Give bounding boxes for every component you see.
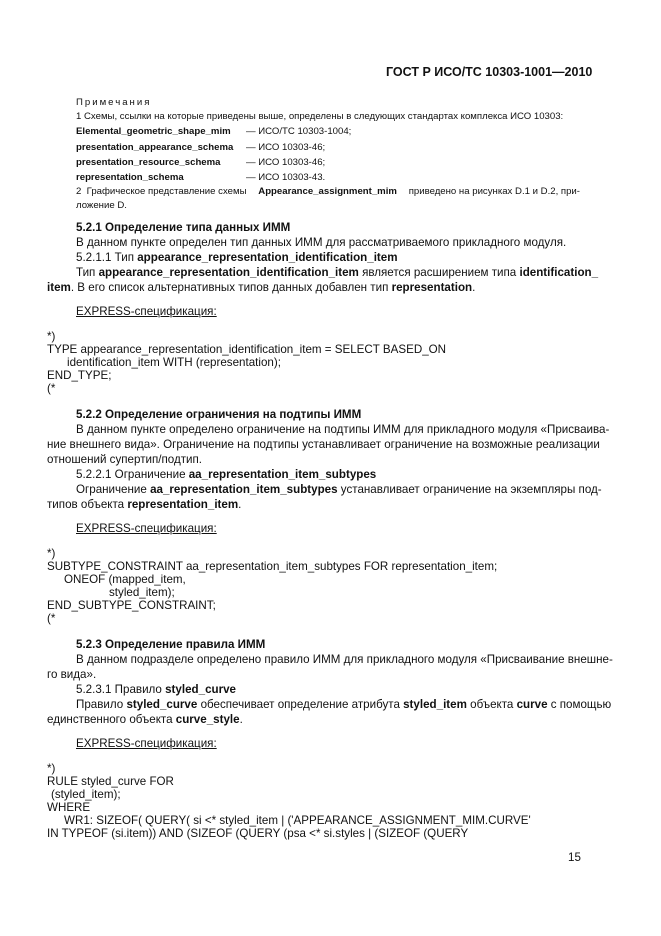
text-run: объекта bbox=[466, 698, 517, 711]
schema-name: representation_schema bbox=[76, 172, 184, 183]
code-line: (* bbox=[47, 612, 56, 625]
section-5-2-2-text-line-2 bbox=[47, 498, 241, 511]
subsection-prefix: 5.2.2.1 Ограничение bbox=[76, 468, 189, 481]
subsection-5-2-1-1-heading bbox=[76, 251, 398, 264]
text-run: единственного объекта bbox=[47, 713, 176, 726]
text-run: Ограничение bbox=[76, 483, 151, 496]
type-term: appearance_representation_identification_item bbox=[98, 266, 359, 279]
text-run: устанавливает ограничение на экземпляры под- bbox=[337, 483, 602, 496]
attribute-term: styled_item bbox=[403, 698, 467, 711]
text-run: обеспечивает определение атрибута bbox=[197, 698, 404, 711]
text-run: Тип bbox=[76, 266, 99, 279]
express-spec-label: EXPRESS-спецификация: bbox=[76, 737, 217, 750]
code-line: WR1: SIZEOF( QUERY( si <* styled_item | ('APPEARANCE_ASSIGNMENT_MIM.CURVE' bbox=[64, 814, 531, 827]
code-line: ONEOF (mapped_item, bbox=[64, 573, 186, 586]
schema-name: Elemental_geometric_shape_mim bbox=[76, 126, 231, 137]
text-run: с помощью bbox=[547, 698, 612, 711]
section-5-2-3-text-line-2 bbox=[47, 713, 243, 726]
entity-term: curve_style bbox=[175, 713, 240, 726]
schema-name: presentation_appearance_schema bbox=[76, 142, 234, 153]
text-run: типов объекта bbox=[47, 498, 128, 511]
section-5-2-3-paragraph-line-1: В данном подразделе определено правило ИММ для прикладного модуля «Присваивание внешне- bbox=[76, 653, 613, 666]
schema-ref: — ИСО 10303-46; bbox=[246, 142, 326, 153]
code-line: identification_item WITH (representation); bbox=[67, 356, 281, 369]
schema-ref: — ИСО 10303-43. bbox=[246, 172, 326, 183]
schema-name: presentation_resource_schema bbox=[76, 157, 221, 168]
note-2-schema: Appearance_assignment_mim bbox=[258, 186, 397, 197]
section-5-2-2-paragraph-line-2: ние внешнего вида». Ограничение на подтипы устанавливает ограничение на возможные реализации bbox=[47, 438, 600, 451]
code-line: *) bbox=[47, 547, 56, 560]
section-5-2-1-paragraph: В данном пункте определен тип данных ИММ для рассматриваемого прикладного модуля. bbox=[76, 236, 567, 249]
type-term: representation bbox=[391, 281, 473, 294]
note-2-suffix: приведено на рисунках D.1 и D.2, при- bbox=[406, 186, 580, 197]
section-5-2-2-text-line-1 bbox=[76, 483, 602, 496]
text-run: . В его список альтернативных типов данных добавлен тип bbox=[70, 281, 392, 294]
code-line: (* bbox=[47, 382, 56, 395]
page-number: 15 bbox=[568, 851, 581, 864]
subsection-term: appearance_representation_identification_item bbox=[137, 251, 398, 264]
text-run: . bbox=[472, 281, 476, 294]
code-line: (styled_item); bbox=[51, 788, 121, 801]
note-2-prefix: 2 Графическое представление схемы bbox=[76, 186, 250, 197]
subsection-5-2-2-1-heading bbox=[76, 468, 376, 481]
schema-ref: — ИСО/ТС 10303-1004; bbox=[246, 126, 352, 137]
text-run: . bbox=[238, 498, 242, 511]
section-5-2-1-heading: 5.2.1 Определение типа данных ИММ bbox=[76, 221, 291, 234]
text-run: . bbox=[239, 713, 243, 726]
code-line: END_SUBTYPE_CONSTRAINT; bbox=[47, 599, 216, 612]
entity-term: curve bbox=[516, 698, 548, 711]
note-2-line-2: ложение D. bbox=[76, 200, 127, 211]
subsection-term: styled_curve bbox=[165, 683, 237, 696]
rule-term: styled_curve bbox=[126, 698, 198, 711]
section-5-2-1-text-line-2 bbox=[47, 281, 475, 294]
express-spec-label: EXPRESS-спецификация: bbox=[76, 305, 217, 318]
document-header: ГОСТ Р ИСО/ТС 10303-1001—2010 bbox=[386, 65, 593, 79]
subsection-term: aa_representation_item_subtypes bbox=[188, 468, 377, 481]
subsection-5-2-3-1-heading bbox=[76, 683, 236, 696]
code-line: IN TYPEOF (si.item)) AND (SIZEOF (QUERY (psa <* si.styles | (SIZEOF (QUERY bbox=[47, 827, 469, 840]
section-5-2-3-paragraph-line-2: го вида». bbox=[47, 668, 97, 681]
code-line: END_TYPE; bbox=[47, 369, 112, 382]
notes-title: Примечания bbox=[76, 97, 152, 108]
code-line: RULE styled_curve FOR bbox=[47, 775, 174, 788]
section-5-2-1-text-line-1 bbox=[76, 266, 599, 279]
section-5-2-3-heading: 5.2.3 Определение правила ИММ bbox=[76, 638, 266, 651]
schema-ref: — ИСО 10303-46; bbox=[246, 157, 326, 168]
note-2-line-1 bbox=[76, 186, 580, 197]
text-run: Правило bbox=[76, 698, 127, 711]
code-line: WHERE bbox=[47, 801, 91, 814]
subsection-prefix: 5.2.1.1 Тип bbox=[76, 251, 138, 264]
code-line: styled_item); bbox=[109, 586, 175, 599]
section-5-2-2-paragraph-line-1: В данном пункте определено ограничение на подтипы ИММ для прикладного модуля «Присваива- bbox=[76, 423, 610, 436]
code-line: SUBTYPE_CONSTRAINT aa_representation_item_subtypes FOR representation_item; bbox=[47, 560, 498, 573]
note-1: 1 Схемы, ссылки на которые приведены выше, определены в следующих стандартах комплекса ИСО 10303: bbox=[76, 111, 564, 122]
express-spec-label: EXPRESS-спецификация: bbox=[76, 522, 217, 535]
code-line: TYPE appearance_representation_identification_item = SELECT BASED_ON bbox=[47, 343, 447, 356]
constraint-term: aa_representation_item_subtypes bbox=[150, 483, 338, 496]
section-5-2-3-text-line-1 bbox=[76, 698, 612, 711]
section-5-2-2-heading: 5.2.2 Определение ограничения на подтипы ИММ bbox=[76, 408, 362, 421]
section-5-2-2-paragraph-line-3: отношений супертип/подтип. bbox=[47, 453, 202, 466]
entity-term: representation_item bbox=[127, 498, 239, 511]
type-term: identification_ bbox=[519, 266, 599, 279]
subsection-prefix: 5.2.3.1 Правило bbox=[76, 683, 166, 696]
code-line: *) bbox=[47, 762, 56, 775]
code-line: *) bbox=[47, 330, 56, 343]
type-term: item bbox=[47, 281, 71, 294]
text-run: является расширением типа bbox=[358, 266, 520, 279]
